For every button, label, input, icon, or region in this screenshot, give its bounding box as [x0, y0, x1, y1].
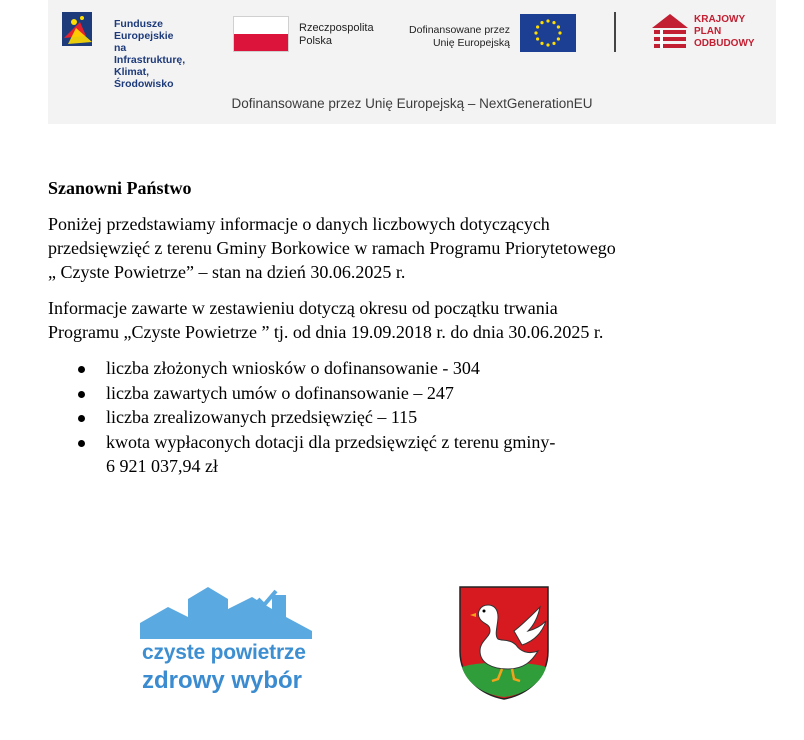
list-item-text: liczba zawartych umów o dofinansowanie – 247 — [106, 382, 454, 403]
period-line-2: Programu „Czyste Powietrze ” tj. od dnia 19.09.2018 r. do dnia 30.06.2025 r. — [48, 322, 604, 342]
bullet-icon — [78, 440, 85, 447]
period-line-1: Informacje zawarte w zestawieniu dotyczą okresu od początku trwania — [48, 298, 558, 318]
nextgenerationeu-caption: Dofinansowane przez Unię Europejską – NextGenerationEU — [231, 96, 593, 111]
bullet-icon — [78, 415, 85, 422]
intro-line-2: przedsięwzięć z terenu Gminy Borkowice w ramach Programu Priorytetowego — [48, 238, 616, 258]
intro-paragraph — [48, 212, 768, 284]
list-item-text: kwota wypłaconych dotacji dla przedsięwzięć z terenu gminy- — [106, 431, 556, 452]
house-check-icon — [140, 585, 320, 641]
statistics-list — [48, 356, 768, 479]
period-paragraph — [48, 296, 768, 344]
list-item — [48, 356, 768, 381]
letter-body — [48, 176, 768, 479]
intro-line-1: Poniżej przedstawiamy informacje o danych liczbowych dotyczących — [48, 214, 550, 234]
list-item-text: liczba zrealizowanych przedsięwzięć – 115 — [106, 407, 418, 427]
bullet-icon — [78, 366, 85, 373]
salutation: Szanowni Państwo — [48, 178, 192, 198]
unia-europejska-text: Dofinansowane przez Unię Europejską — [409, 24, 510, 49]
list-item-text: liczba złożonych wniosków o dofinansowanie - 304 — [106, 358, 480, 378]
rzeczpospolita-polska-text: Rzeczpospolita Polska — [299, 22, 374, 47]
subsidy-amount: 6 921 037,94 zł — [106, 456, 218, 476]
bullet-icon — [78, 391, 85, 398]
borkowice-coat-of-arms-icon — [458, 585, 550, 701]
kpo-text: KRAJOWY PLAN ODBUDOWY — [694, 14, 755, 49]
poland-flag-icon — [233, 16, 289, 52]
list-item — [48, 381, 768, 406]
kpo-logo — [650, 10, 755, 57]
funding-header — [48, 0, 776, 124]
czyste-powietrze-text: czyste powietrze — [142, 641, 306, 664]
intro-line-3: „ Czyste Powietrze” – stan na dzień 30.06.2025 r. — [48, 262, 406, 282]
zdrowy-wybor-text: zdrowy wybór — [142, 667, 303, 694]
fundusze-europejskie-icon — [62, 8, 100, 50]
czyste-powietrze-logo — [140, 585, 320, 715]
eu-flag-icon — [520, 14, 576, 52]
fundusze-europejskie-text: Fundusze Europejskie na Infrastrukturę, Klimat, Środowisko — [114, 18, 186, 90]
list-item — [48, 430, 768, 479]
fundusze-europejskie-logo — [62, 8, 186, 90]
list-item — [48, 405, 768, 430]
header-divider — [614, 12, 616, 52]
kpo-icon — [650, 10, 690, 52]
